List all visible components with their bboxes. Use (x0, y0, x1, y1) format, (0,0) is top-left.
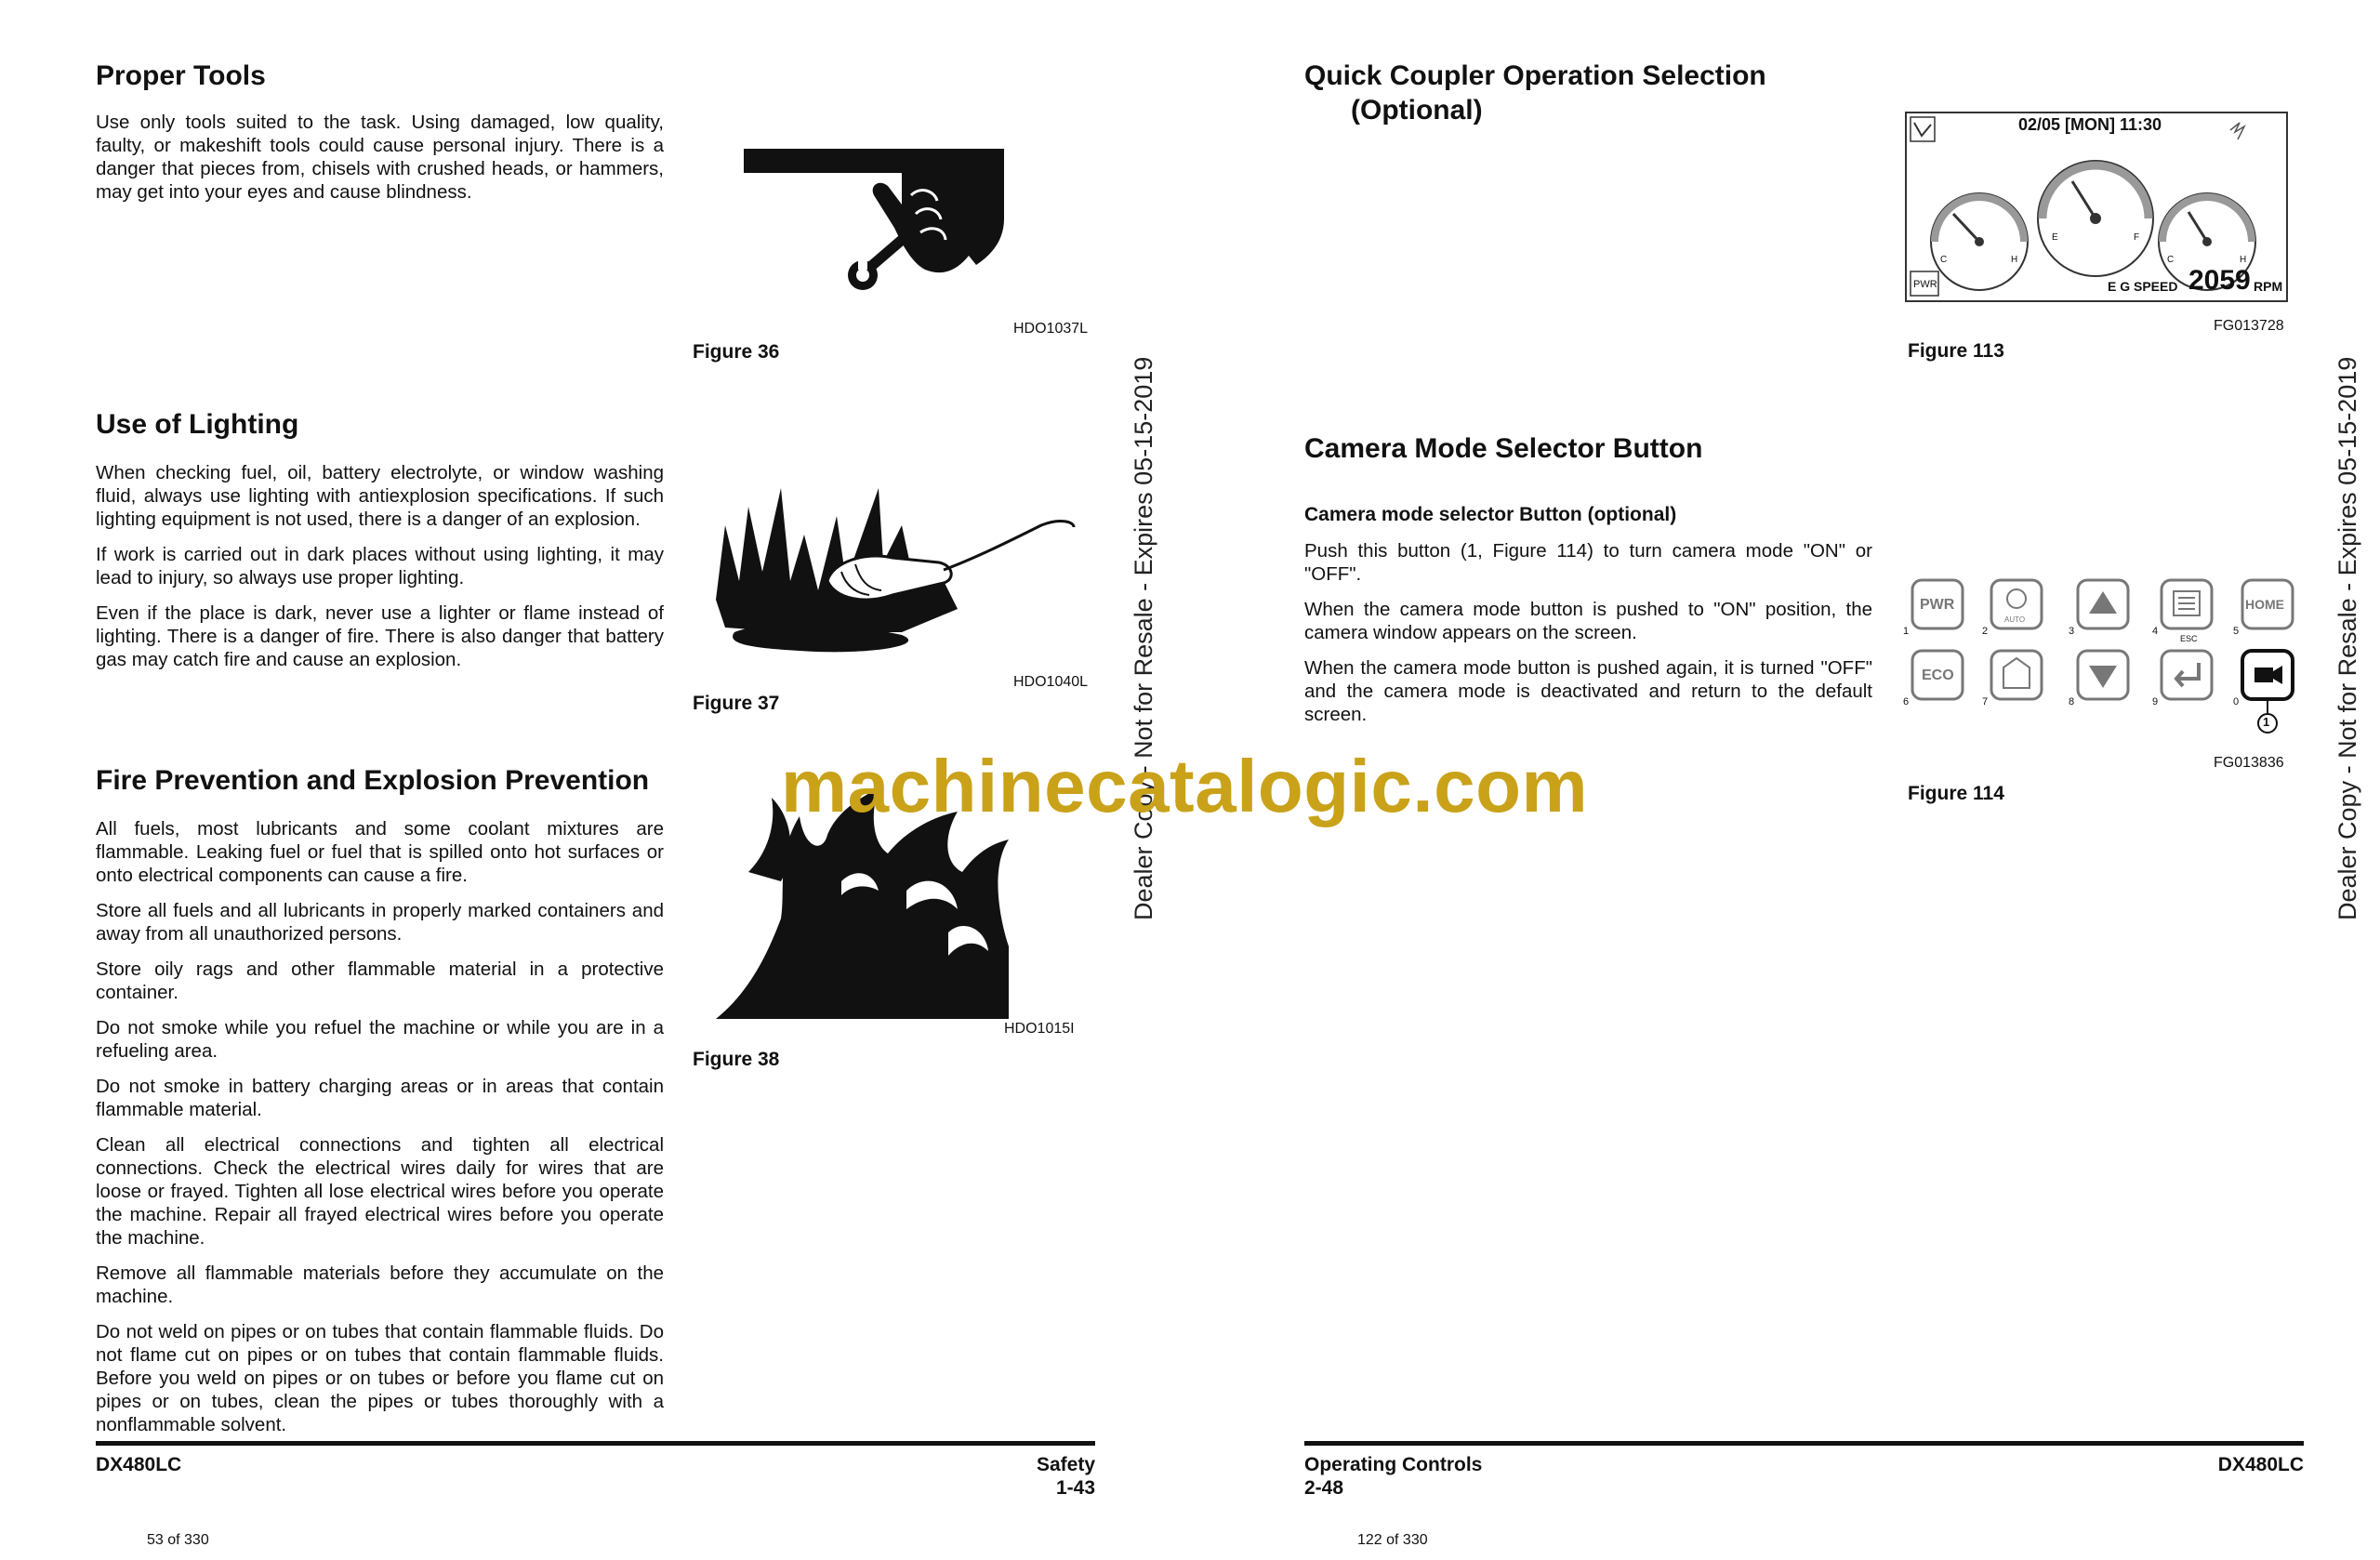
figure-36-illustration (725, 139, 1023, 307)
footer-section: Safety (1036, 1454, 1095, 1475)
display-datetime: 02/05 [MON] 11:30 (2018, 115, 2162, 134)
gauge-label: C (1940, 255, 1948, 265)
page-count: 53 of 330 (147, 1532, 209, 1548)
key-number: 5 (2233, 626, 2240, 637)
section-title-camera-mode: Camera Mode Selector Button (1304, 433, 1703, 464)
figure-114-keypad (1901, 575, 2301, 742)
paragraph: When the camera mode button is pushed again, it is turned "OFF" and the camera mode is deactivated and return to the default screen. (1304, 657, 1872, 725)
key-home-label: HOME (2245, 597, 2284, 612)
use-of-lighting-text (96, 461, 664, 683)
footer-model: DX480LC (96, 1454, 182, 1475)
key-eco-label: ECO (1922, 668, 1954, 683)
keypad-illustration (1901, 575, 2301, 742)
key-number: 7 (1982, 696, 1989, 707)
footer-rule (96, 1441, 1095, 1446)
key-number: 0 (2233, 696, 2240, 707)
paragraph: When the camera mode button is pushed to "ON" position, the camera window appears on the screen. (1304, 599, 1872, 643)
section-title-quick-coupler: Quick Coupler Operation Selection (1304, 60, 1766, 91)
lamp-flame-icon (716, 469, 1088, 655)
figure-label: Figure 38 (693, 1049, 780, 1070)
rpm-unit: RPM (2254, 279, 2283, 294)
figure-label: Figure 114 (1908, 783, 2004, 804)
paragraph: Do not smoke in battery charging areas or in areas that contain flammable material. (96, 1076, 664, 1120)
figure-code: FG013728 (2214, 318, 2284, 334)
figure-113-display (1905, 112, 2288, 302)
proper-tools-text (96, 111, 664, 216)
display-pwr-indicator: PWR (1913, 279, 1937, 290)
paragraph: All fuels, most lubricants and some coolant mixtures are flammable. Leaking fuel or fuel that is spilled onto hot surfaces or onto electrical components can cause a fire. (96, 818, 664, 886)
figure-label: Figure 37 (693, 693, 780, 714)
paragraph: Clean all electrical connections and tighten all electrical connections. Check the electrical wires daily for wires that are loose or frayed. Tighten all lose electrical wires before you operate the machine. Repair all frayed electrical wires before you operate the machine. (96, 1134, 664, 1249)
footer-page-number: 2-48 (1304, 1477, 1344, 1499)
figure-37-illustration (716, 469, 1088, 655)
section-title-use-of-lighting: Use of Lighting (96, 409, 299, 440)
rpm-value: 2059 (2188, 265, 2251, 296)
paragraph: Store oily rags and other flammable material in a protective container. (96, 958, 664, 1003)
engine-speed-label: E G SPEED (2108, 279, 2178, 294)
section-title-quick-coupler-optional: (Optional) (1351, 95, 1483, 126)
gauge-label: C (2167, 255, 2175, 265)
key-number: 3 (2069, 626, 2075, 637)
camera-mode-text (1304, 539, 1872, 738)
figure-code: HDO1037L (1013, 321, 1089, 337)
paragraph: Store all fuels and all lubricants in properly marked containers and away from all unauthorized persons. (96, 900, 664, 945)
paragraph: Push this button (1, Figure 114) to turn camera mode "ON" or "OFF". (1304, 540, 1872, 585)
key-auto-sublabel: AUTO (2004, 615, 2026, 624)
paragraph: Do not weld on pipes or on tubes that contain flammable fluids. Do not flame cut on pipes or on tubes that contain flammable fluids. Before you weld on pipes or on tubes or before you flame cut on pipes or on tubes, clean the pipes or tubes thoroughly with a nonflammable solvent. (96, 1321, 664, 1435)
footer-model: DX480LC (2217, 1454, 2304, 1475)
key-number: 4 (2152, 626, 2159, 637)
gauge-label: H (2240, 255, 2247, 265)
key-number: 1 (1903, 626, 1910, 637)
footer-rule (1304, 1441, 2304, 1446)
figure-label: Figure 113 (1908, 340, 2004, 362)
paragraph: Do not smoke while you refuel the machine or while you are in a refueling area. (96, 1017, 664, 1062)
gauge-label: F (2134, 232, 2140, 243)
page-count: 122 of 330 (1357, 1532, 1428, 1548)
key-pwr-label: PWR (1920, 597, 1955, 613)
paragraph: When checking fuel, oil, battery electrolyte, or window washing fluid, always use lighting with antiexplosion specifications. If such lighting equipment is not used, there is a danger of an explosion. (96, 462, 664, 530)
gauge-label: H (2011, 255, 2018, 265)
hand-wrench-icon (725, 139, 1023, 307)
footer-section: Operating Controls (1304, 1454, 1483, 1475)
key-number: 8 (2069, 696, 2075, 707)
section-title-fire-prevention: Fire Prevention and Explosion Prevention (96, 765, 650, 796)
figure-label: Figure 36 (693, 341, 780, 363)
dealer-copy-notice: Dealer Copy - Not for Resale - Expires 05-15-2019 (2334, 356, 2361, 920)
paragraph: Remove all flammable materials before they accumulate on the machine. (96, 1263, 664, 1307)
footer-page-number: 1-43 (1055, 1477, 1095, 1499)
key-number: 6 (1903, 696, 1910, 707)
section-title-proper-tools: Proper Tools (96, 60, 266, 91)
watermark-text: machinecatalogic.com (781, 745, 1589, 827)
dealer-copy-notice: Dealer Copy - Not for Resale - Expires 05-15-2019 (1130, 356, 1157, 920)
key-number: 9 (2152, 696, 2159, 707)
camera-mode-subheading: Camera mode selector Button (optional) (1304, 504, 1677, 525)
callout-number: 1 (2263, 715, 2270, 729)
figure-code: FG013836 (2214, 755, 2284, 771)
figure-code: HDO1040L (1013, 674, 1089, 690)
key-esc-sublabel: ESC (2180, 634, 2198, 643)
paragraph: If work is carried out in dark places without using lighting, it may lead to injury, so always use proper lighting. (96, 544, 664, 588)
fire-prevention-text (96, 817, 664, 1448)
gauge-label: E (2052, 232, 2058, 243)
paragraph: Even if the place is dark, never use a lighter or flame instead of lighting. There is a danger of fire. There is also danger that battery gas may catch fire and cause an explosion. (96, 602, 664, 670)
paragraph: Use only tools suited to the task. Using damaged, low quality, faulty, or makeshift tools could cause personal injury. There is a danger that pieces from, chisels with crushed heads, or hammers, may get into your eyes and cause blindness. (96, 112, 664, 203)
figure-code: HDO1015I (1004, 1021, 1075, 1037)
key-number: 2 (1982, 626, 1989, 637)
